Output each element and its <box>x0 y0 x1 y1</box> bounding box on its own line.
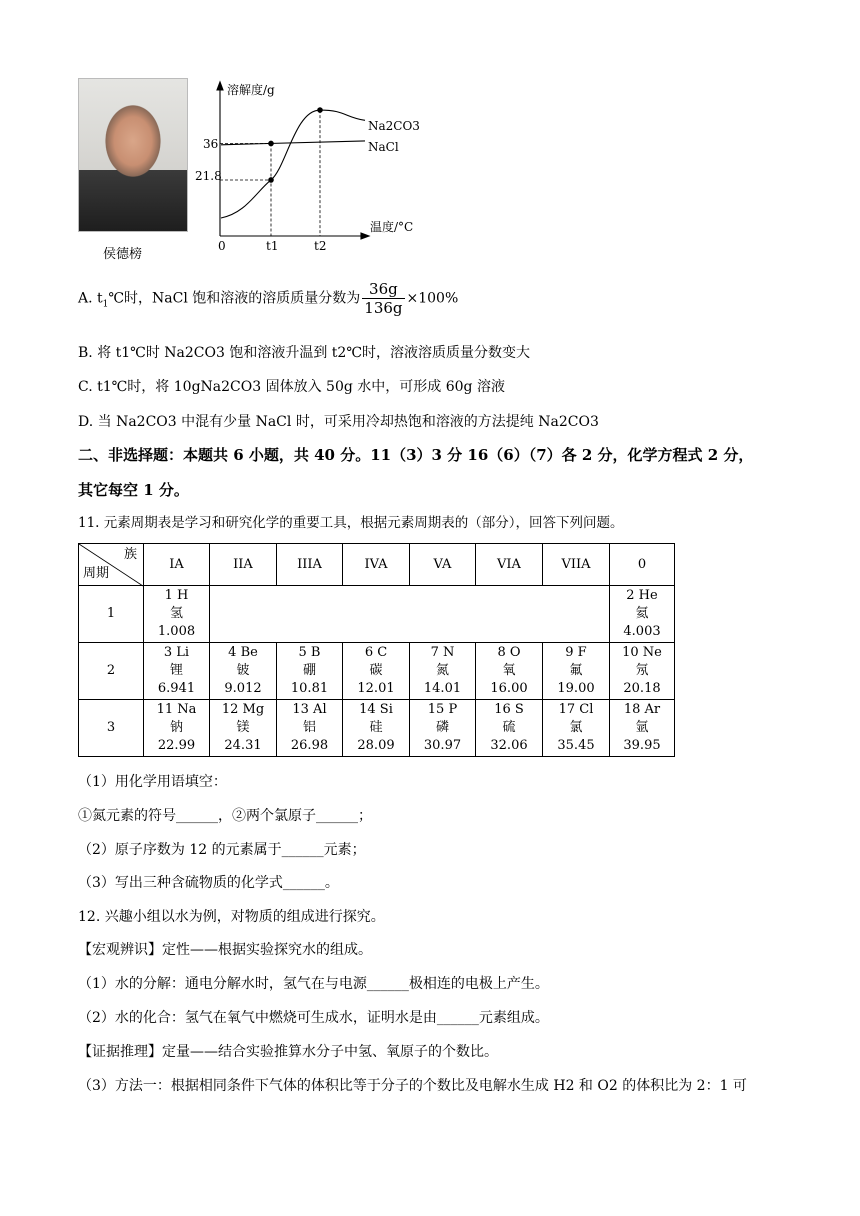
corner-period-label: 周期 <box>83 566 110 581</box>
photo-caption: 侯德榜 <box>103 247 143 262</box>
point-na2co3-t1 <box>268 177 274 183</box>
na2co3-curve <box>221 110 365 218</box>
q11-stem: 11. 元素周期表是学习和研究化学的重要工具，根据元素周期表的（部分），回答下列问题。 <box>78 515 624 531</box>
element-cell: 5 B 硼 10.81 <box>277 643 343 700</box>
group-header: VA <box>410 544 476 586</box>
q12-stem: 12. 兴趣小组以水为例，对物质的组成进行探究。 <box>78 909 385 925</box>
q12-macro: 【宏观辨识】定性——根据实验探究水的组成。 <box>78 942 372 958</box>
q11-part3: （3）写出三种含硫物质的化学式______。 <box>78 875 339 891</box>
element-cell: 1 H 氢 1.008 <box>144 586 210 643</box>
q11-part2: （2）原子序数为 12 的元素属于______元素； <box>78 842 366 858</box>
element-cell: 13 Al 铝 26.98 <box>277 700 343 757</box>
corner-group-label: 族 <box>123 547 137 562</box>
option-b: B. 将 t1℃时 Na2CO3 饱和溶液升温到 t2℃时，溶液溶质质量分数变大 <box>78 345 530 361</box>
table-corner-cell <box>79 544 144 586</box>
y-tick-label: 21.8 <box>195 169 222 183</box>
series-label-nacl: NaCl <box>368 140 399 154</box>
section-header-line2: 其它每空 1 分。 <box>78 481 189 499</box>
point-nacl-t1 <box>268 141 274 147</box>
group-header: VIIA <box>543 544 610 586</box>
q12-part1: （1）水的分解：通电分解水时，氢气在与电源______极相连的电极上产生。 <box>78 976 549 992</box>
period-label: 3 <box>79 700 144 757</box>
element-cell: 14 Si 硅 28.09 <box>343 700 410 757</box>
x-tick-label: t2 <box>314 239 327 253</box>
element-cell: 7 N 氮 14.01 <box>410 643 476 700</box>
element-cell: 12 Mg 镁 24.31 <box>210 700 277 757</box>
x-tick-label: t1 <box>266 239 279 253</box>
element-cell: 4 Be 铍 9.012 <box>210 643 277 700</box>
element-cell: 8 O 氧 16.00 <box>476 643 543 700</box>
solubility-graph <box>195 78 435 253</box>
option-a: A. $t_1℃$时，NaCl 饱和溶液的溶质质量分数为 $\frac{36g}{136g}$ ×100% <box>78 280 459 317</box>
y-tick-label: 36 <box>203 137 219 151</box>
group-header: 0 <box>610 544 675 586</box>
q11-part1-sub: ①氮元素的符号______，②两个氯原子______； <box>78 808 372 824</box>
series-label-na2co3: Na2CO3 <box>368 119 420 133</box>
option-c: C. t1℃时，将 10gNa2CO3 固体放入 50g 水中，可形成 60g 溶液 <box>78 379 505 395</box>
group-header: VIA <box>476 544 543 586</box>
option-d: D. 当 Na2CO3 中混有少量 NaCl 时，可采用冷却热饱和溶液的方法提纯 Na2CO3 <box>78 414 599 430</box>
q12-evidence: 【证据推理】定量——结合实验推算水分子中氢、氧原子的个数比。 <box>78 1044 498 1060</box>
group-header: IA <box>144 544 210 586</box>
empty-cell <box>210 586 610 643</box>
element-cell: 15 P 磷 30.97 <box>410 700 476 757</box>
element-cell: 11 Na 钠 22.99 <box>144 700 210 757</box>
portrait-photo <box>78 78 188 232</box>
group-header: IIA <box>210 544 277 586</box>
element-cell: 16 S 硫 32.06 <box>476 700 543 757</box>
element-cell: 17 Cl 氯 35.45 <box>543 700 610 757</box>
periodic-table <box>78 543 675 757</box>
element-cell: 9 F 氟 19.00 <box>543 643 610 700</box>
period-label: 2 <box>79 643 144 700</box>
point-na2co3-t2 <box>317 107 323 113</box>
group-header: IIIA <box>277 544 343 586</box>
element-cell: 3 Li 锂 6.941 <box>144 643 210 700</box>
section-header-line1: 二、非选择题：本题共 6 小题，共 40 分。11（3）3 分 16（6）（7）各 2 分，化学方程式 2 分， <box>78 446 754 464</box>
element-cell: 6 C 碳 12.01 <box>343 643 410 700</box>
period-label: 1 <box>79 586 144 643</box>
q11-part1: （1）用化学用语填空： <box>78 774 227 790</box>
origin-label: 0 <box>218 239 226 253</box>
y-axis-label: 溶解度/g <box>227 83 275 97</box>
element-cell: 10 Ne 氖 20.18 <box>610 643 675 700</box>
x-axis-arrow <box>361 233 369 239</box>
fraction: $\frac{36g}{136g}$ <box>364 280 403 317</box>
q12-part2: （2）水的化合：氢气在氧气中燃烧可生成水，证明水是由______元素组成。 <box>78 1010 549 1026</box>
y-axis-arrow <box>217 82 223 90</box>
element-cell: 2 He 氦 4.003 <box>610 586 675 643</box>
group-header: IVA <box>343 544 410 586</box>
x-axis-label: 温度/°C <box>370 220 414 234</box>
q12-part3: （3）方法一：根据相同条件下气体的体积比等于分子的个数比及电解水生成 H2 和 O2 的体积比为 2：1 可 <box>78 1078 747 1094</box>
nacl-curve <box>221 141 365 145</box>
element-cell: 18 Ar 氩 39.95 <box>610 700 675 757</box>
